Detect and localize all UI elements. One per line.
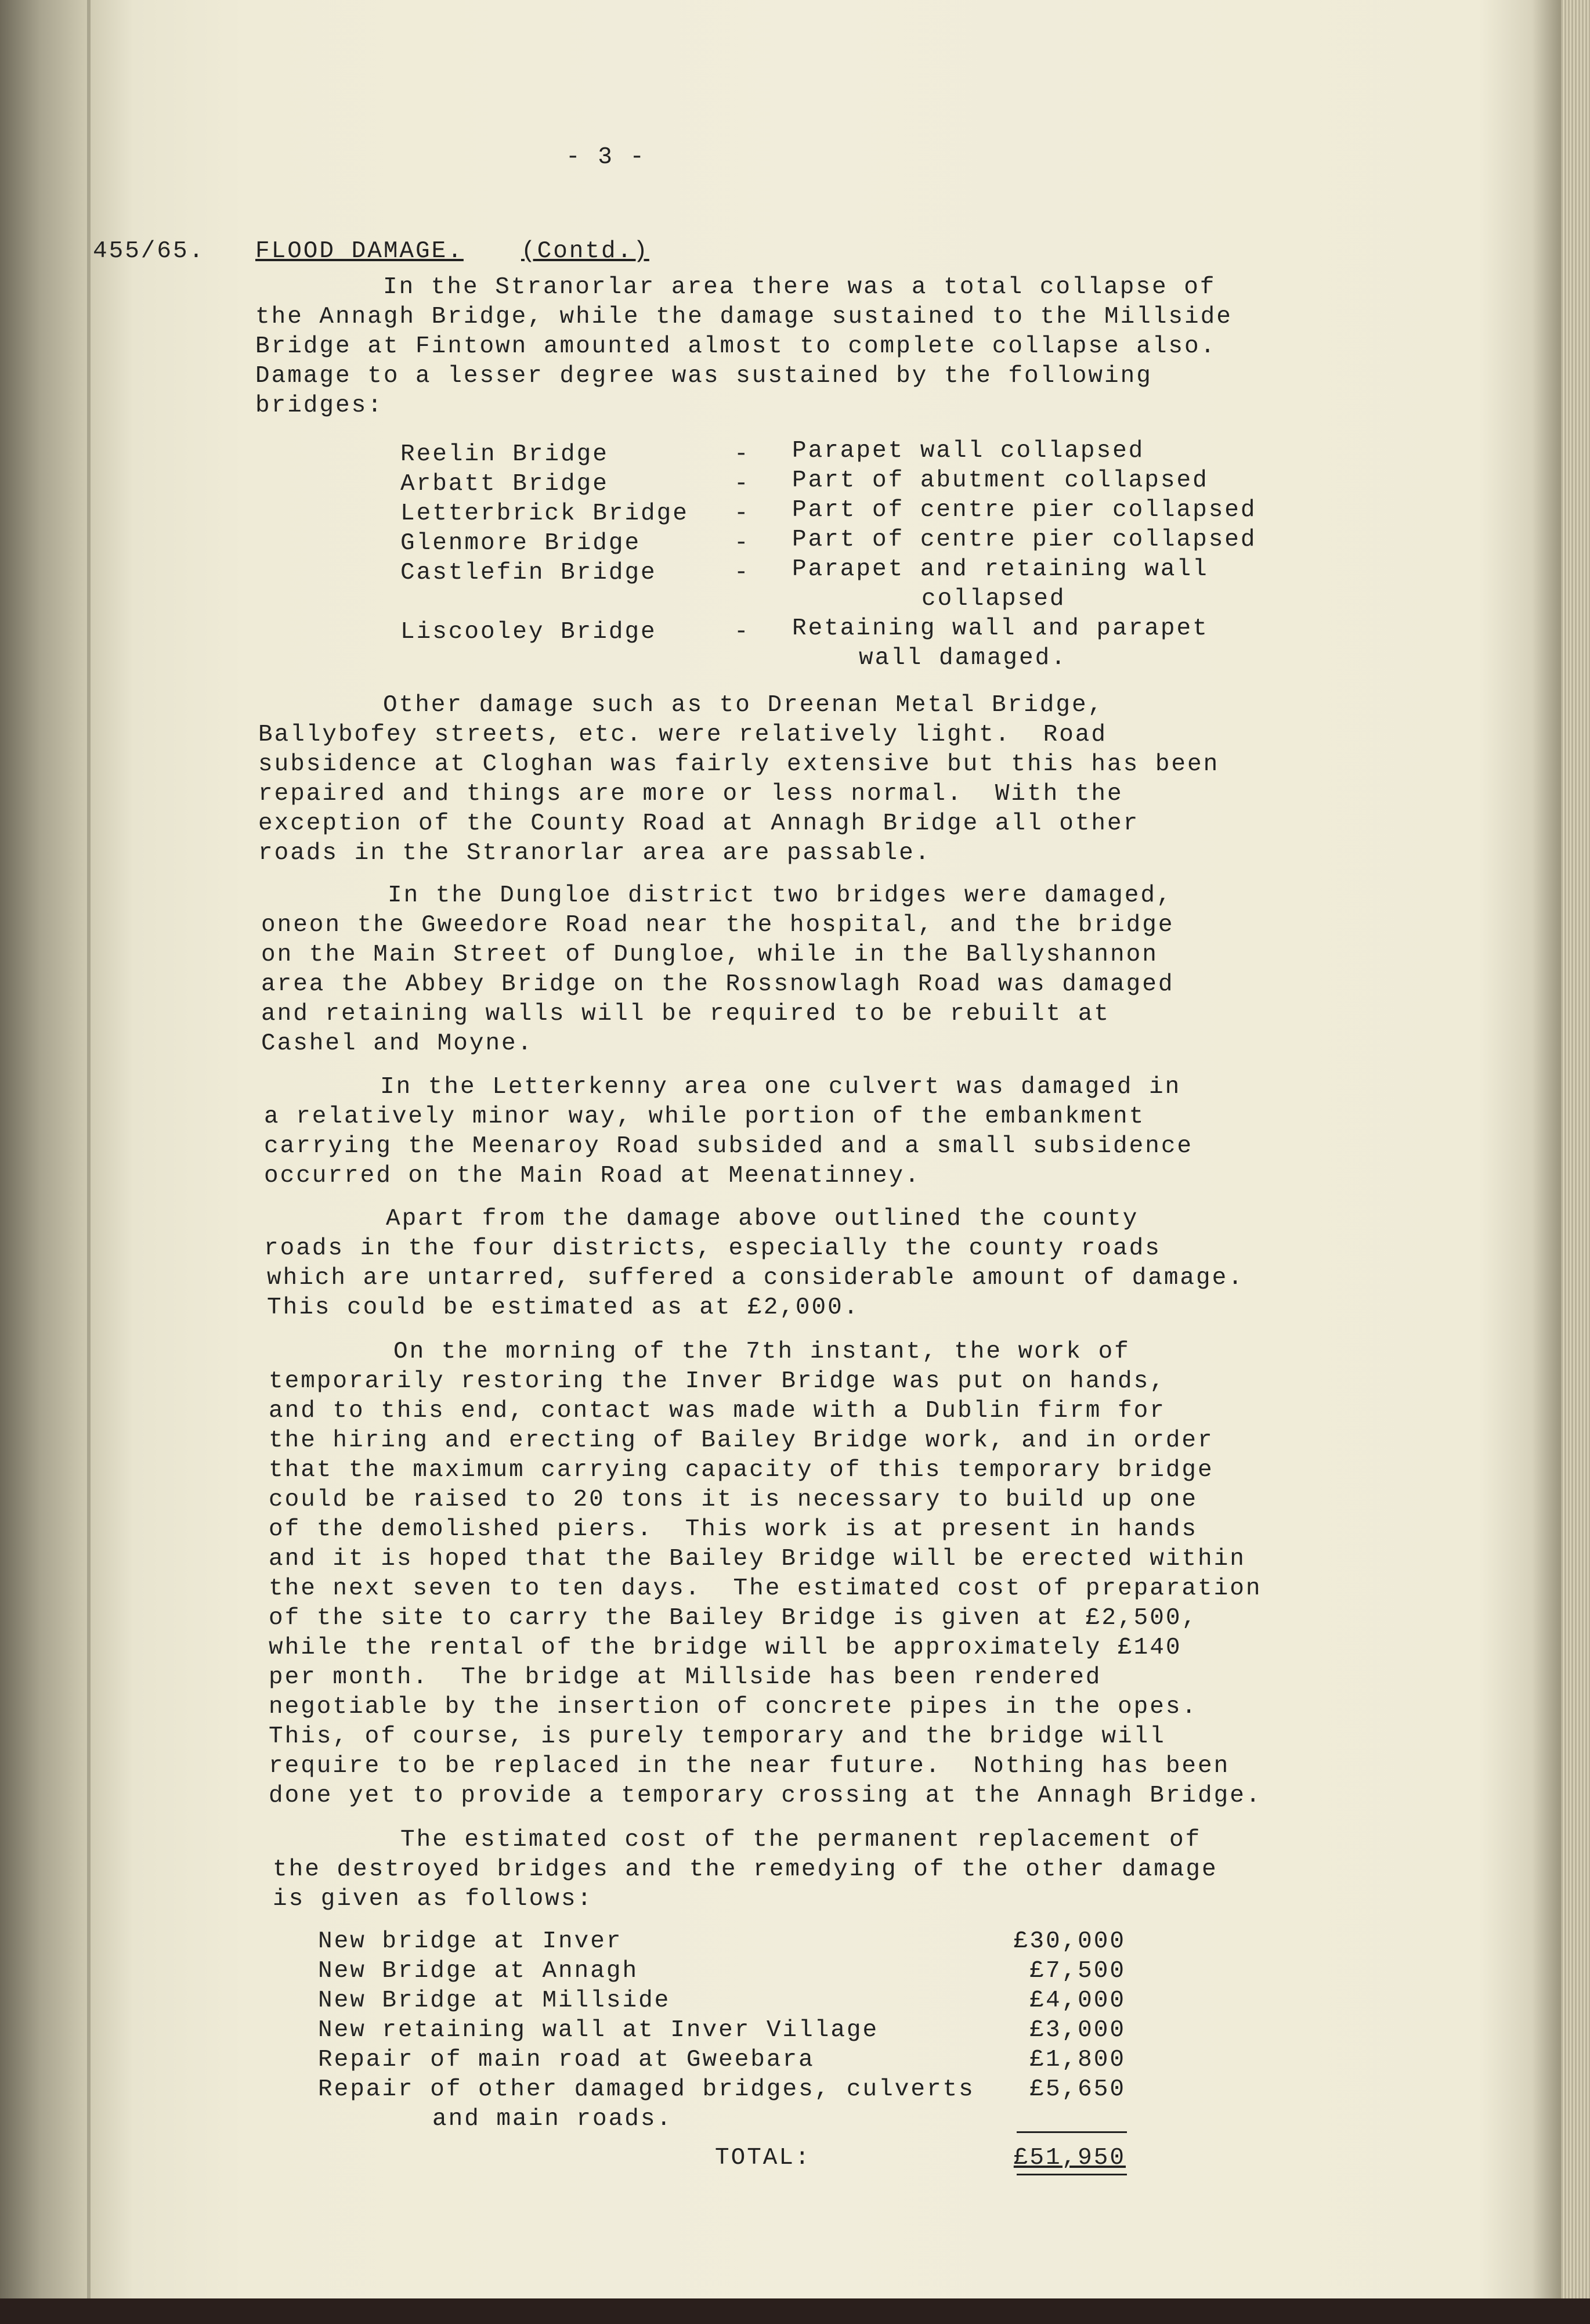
text-line: the hiring and erecting of Bailey Bridge work, and in order bbox=[269, 1427, 1214, 1454]
bridge-damage-cont: wall damaged. bbox=[859, 645, 1067, 672]
text-line: which are untarred, suffered a considerable amount of damage. bbox=[267, 1265, 1244, 1291]
text-line: repaired and things are more or less normal. With the bbox=[258, 781, 1123, 807]
dash: - bbox=[734, 500, 750, 527]
binding-gutter bbox=[87, 0, 91, 2298]
total-label: TOTAL: bbox=[715, 2145, 811, 2171]
text-line: area the Abbey Bridge on the Rossnowlagh Road was damaged bbox=[261, 971, 1175, 998]
cost-amount: £3,000 bbox=[1029, 2017, 1126, 2044]
text-line: while the rental of the bridge will be approximately £140 bbox=[269, 1634, 1182, 1661]
text-line: could be raised to 20 tons it is necessary to build up one bbox=[269, 1486, 1198, 1513]
text-line: Ballybofey streets, etc. were relatively light. Road bbox=[258, 721, 1108, 748]
text-line: done yet to provide a temporary crossing at the Annagh Bridge. bbox=[269, 1782, 1262, 1809]
bridge-name: Arbatt Bridge bbox=[400, 471, 609, 497]
cost-item: Repair of main road at Gweebara bbox=[318, 2047, 815, 2073]
bridge-name: Castlefin Bridge bbox=[400, 560, 657, 586]
bridge-name: Glenmore Bridge bbox=[400, 530, 641, 557]
bridge-damage: Retaining wall and parapet bbox=[792, 615, 1209, 642]
section-heading-contd: (Contd.) bbox=[521, 238, 649, 265]
bridge-name: Liscooley Bridge bbox=[400, 619, 657, 645]
text-line: Apart from the damage above outlined the county bbox=[386, 1206, 1139, 1232]
text-line: exception of the County Road at Annagh Bridge all other bbox=[258, 810, 1140, 837]
dash: - bbox=[734, 471, 750, 497]
text-line: Other damage such as to Dreenan Metal Bridge, bbox=[383, 692, 1104, 719]
cost-amount: £5,650 bbox=[1029, 2076, 1126, 2103]
text-line: occurred on the Main Road at Meenatinney. bbox=[264, 1163, 921, 1189]
text-line: and it is hoped that the Bailey Bridge will be erected within bbox=[269, 1546, 1246, 1572]
book-bottom-edge bbox=[0, 2298, 1590, 2324]
text-line: temporarily restoring the Inver Bridge was put on hands, bbox=[269, 1368, 1166, 1395]
text-line: The estimated cost of the permanent replacement of bbox=[400, 1827, 1202, 1853]
bridge-name: Reelin Bridge bbox=[400, 441, 609, 468]
text-line: oneon the Gweedore Road near the hospital, and the bridge bbox=[261, 912, 1175, 939]
page-stack-edge bbox=[1561, 0, 1590, 2324]
text-line: subsidence at Cloghan was fairly extensive but this has been bbox=[258, 751, 1220, 778]
text-line: carrying the Meenaroy Road subsided and a small subsidence bbox=[264, 1133, 1194, 1160]
dash: - bbox=[734, 530, 750, 557]
text-line: Damage to a lesser degree was sustained by the following bbox=[255, 363, 1152, 389]
dash: - bbox=[734, 560, 750, 586]
text-line: is given as follows: bbox=[273, 1886, 594, 1912]
page-number: - 3 - bbox=[566, 144, 646, 171]
section-heading: FLOOD DAMAGE. bbox=[255, 238, 464, 265]
text-line: roads in the four districts, especially the county roads bbox=[264, 1235, 1161, 1262]
text-line: negotiable by the insertion of concrete pipes in the opes. bbox=[269, 1694, 1198, 1720]
text-line: a relatively minor way, while portion of the embankment bbox=[264, 1103, 1145, 1130]
text-line: per month. The bridge at Millside has been rendered bbox=[269, 1664, 1102, 1691]
bridge-damage: Parapet wall collapsed bbox=[792, 438, 1145, 464]
text-line: on the Main Street of Dungloe, while in the Ballyshannon bbox=[261, 941, 1158, 968]
reference-number: 455/65. bbox=[93, 238, 205, 265]
cost-item: New retaining wall at Inver Village bbox=[318, 2017, 879, 2044]
text-line: In the Dungloe district two bridges were damaged, bbox=[388, 882, 1173, 909]
cost-item: New Bridge at Annagh bbox=[318, 1958, 639, 1984]
text-line: This, of course, is purely temporary and the bridge will bbox=[269, 1723, 1166, 1750]
text-line: In the Letterkenny area one culvert was damaged in bbox=[380, 1074, 1181, 1100]
bridge-damage: Parapet and retaining wall bbox=[792, 556, 1209, 583]
cost-item: and main roads. bbox=[432, 2106, 673, 2132]
subtotal-rule bbox=[1017, 2131, 1127, 2133]
bridge-damage: Part of abutment collapsed bbox=[792, 467, 1209, 494]
text-line: of the demolished piers. This work is at present in hands bbox=[269, 1516, 1198, 1543]
text-line: Bridge at Fintown amounted almost to complete collapse also. bbox=[255, 333, 1217, 360]
text-line: the Annagh Bridge, while the damage sustained to the Millside bbox=[255, 304, 1233, 330]
total-double-underline bbox=[1017, 2174, 1127, 2175]
text-line: This could be estimated as at £2,000. bbox=[267, 1294, 860, 1321]
text-line: Cashel and Moyne. bbox=[261, 1030, 534, 1057]
text-line: On the morning of the 7th instant, the work of bbox=[393, 1338, 1130, 1365]
bridge-damage: Part of centre pier collapsed bbox=[792, 497, 1257, 524]
text-line: and retaining walls will be required to be rebuilt at bbox=[261, 1001, 1111, 1027]
text-line: roads in the Stranorlar area are passable. bbox=[258, 840, 931, 867]
bridge-name: Letterbrick Bridge bbox=[400, 500, 689, 527]
text-line: of the site to carry the Bailey Bridge is given at £2,500, bbox=[269, 1605, 1198, 1632]
cost-item: New bridge at Inver bbox=[318, 1928, 623, 1955]
bridge-damage: Part of centre pier collapsed bbox=[792, 526, 1257, 553]
cost-amount: £30,000 bbox=[1013, 1928, 1126, 1955]
cost-item: New Bridge at Millside bbox=[318, 1987, 671, 2014]
bridge-damage-cont: collapsed bbox=[922, 586, 1066, 612]
cost-amount: £1,800 bbox=[1029, 2047, 1126, 2073]
text-line: the next seven to ten days. The estimated cost of preparation bbox=[269, 1575, 1262, 1602]
text-line: and to this end, contact was made with a Dublin firm for bbox=[269, 1398, 1166, 1424]
text-line: bridges: bbox=[255, 392, 384, 419]
dash: - bbox=[734, 619, 750, 645]
text-line: that the maximum carrying capacity of this temporary bridge bbox=[269, 1457, 1214, 1484]
cost-item: Repair of other damaged bridges, culverts bbox=[318, 2076, 975, 2103]
text-line: the destroyed bridges and the remedying of the other damage bbox=[273, 1856, 1218, 1883]
cost-amount: £7,500 bbox=[1029, 1958, 1126, 1984]
text-line: In the Stranorlar area there was a total collapse of bbox=[383, 274, 1216, 301]
dash: - bbox=[734, 441, 750, 468]
text-line: require to be replaced in the near future. Nothing has been bbox=[269, 1753, 1230, 1780]
cost-amount: £4,000 bbox=[1029, 1987, 1126, 2014]
total-amount: £51,950 bbox=[1013, 2145, 1126, 2171]
